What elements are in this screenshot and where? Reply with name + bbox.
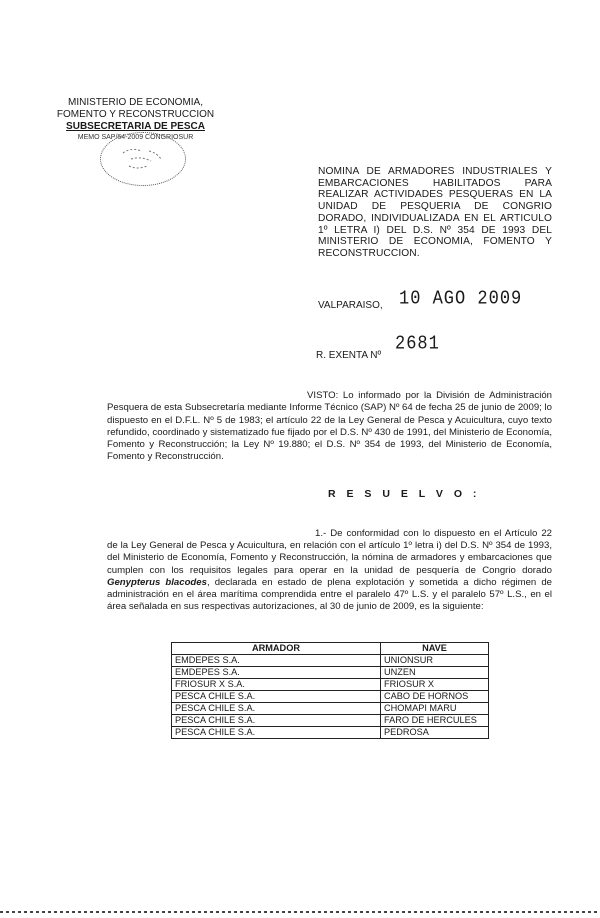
ministry-line-2: FOMENTO Y RECONSTRUCCION (56, 109, 215, 120)
article-1-text-after: , declarada en estado de plena explotación y sometida a dicho régimen de administración en el área marítima comprendida entre el paralelo 47º L.S. y el paralelo 57º L.S., en el área señalada en sus respectivas autorizaciones, al 30 de junio de 2009, es la siguiente: (107, 576, 552, 613)
document-title: NOMINA DE ARMADORES INDUSTRIALES Y EMBARCACIONES HABILITADOS PARA REALIZAR ACTIVIDADES PESQUERAS EN LA UNIDAD DE PESQUERIA DE CONGRIO DORADO, INDIVIDUALIZADA EN EL ARTICULO 1º LETRA I) DEL D.S. Nº 354 DE 1993 DEL MINISTERIO DE ECONOMIA, FOMENTO Y RECONSTRUCCION. (318, 166, 552, 259)
armador-cell: PESCA CHILE S.A. (172, 703, 381, 715)
official-seal-icon (100, 132, 186, 186)
nave-cell: FARO DE HERCULES (381, 715, 489, 727)
nave-cell: CABO DE HORNOS (381, 691, 489, 703)
nave-cell: FRIOSUR X (381, 679, 489, 691)
table-row (172, 667, 489, 679)
ministry-line-1: MINISTERIO DE ECONOMIA, (67, 97, 203, 108)
subsecretaria-label: SUBSECRETARIA DE PESCA (66, 121, 205, 132)
nave-cell: CHOMAPI MARU (381, 703, 489, 715)
table-header-row (172, 643, 489, 655)
armador-cell: EMDEPES S.A. (172, 667, 381, 679)
nave-cell: UNZEN (381, 667, 489, 679)
page-bottom-divider (0, 911, 600, 913)
place-label: VALPARAISO, (318, 300, 383, 311)
resuelvo-heading: R E S U E L V O : (328, 488, 481, 500)
armador-cell: PESCA CHILE S.A. (172, 691, 381, 703)
nave-cell: PEDROSA (381, 727, 489, 739)
table-row (172, 679, 489, 691)
armador-cell: FRIOSUR X S.A. (172, 679, 381, 691)
table-row (172, 727, 489, 739)
table-row (172, 715, 489, 727)
species-name: Genypterus blacodes (107, 576, 207, 588)
column-header-nave: NAVE (381, 643, 489, 655)
column-header-armador: ARMADOR (172, 643, 381, 655)
article-1-paragraph (107, 528, 552, 613)
visto-paragraph: VISTO: Lo informado por la División de Administración Pesquera de esta Subsecretaría mediante Informe Técnico (SAP) Nº 64 de fecha 25 de junio de 2009; lo dispuesto en el D.F.L. Nº 5 de 1983; el artículo 22 de la Ley General de Pesca y Acuicultura, cuyo texto refundido, coordinado y sistematizado fue fijado por el D.S. Nº 430 de 1991, del Ministerio de Economía, Fomento y Reconstrucción; la Ley Nº 19.880; el D.S. Nº 354 de 1993, del Ministerio de Economía, Fomento y Reconstrucción. (107, 390, 552, 463)
article-1-text-before: 1.- De conformidad con lo dispuesto en el Artículo 22 de la Ley General de Pesca y Acuicultura, en relación con el artículo 1º letra i) del D.S. Nº 354 de 1993, del Ministerio de Economía, Fomento y Reconstrucción, la nómina de armadores y embarcaciones que cumplen con los requisitos legales para operar en la unidad de pesquería de Congrio dorado (107, 528, 552, 576)
nave-cell: UNIONSUR (381, 655, 489, 667)
vessels-table (171, 642, 489, 739)
date-stamp: 10 AGO 2009 (399, 288, 523, 311)
resolution-number: 2681 (395, 333, 440, 356)
table-row (172, 691, 489, 703)
resolution-label: R. EXENTA Nº (316, 350, 382, 361)
armador-cell: PESCA CHILE S.A. (172, 727, 381, 739)
table-row (172, 655, 489, 667)
memo-reference: MEMO SAP/64-2009 CONGRIOSUR (77, 134, 194, 141)
table-row (172, 703, 489, 715)
armador-cell: EMDEPES S.A. (172, 655, 381, 667)
armador-cell: PESCA CHILE S.A. (172, 715, 381, 727)
